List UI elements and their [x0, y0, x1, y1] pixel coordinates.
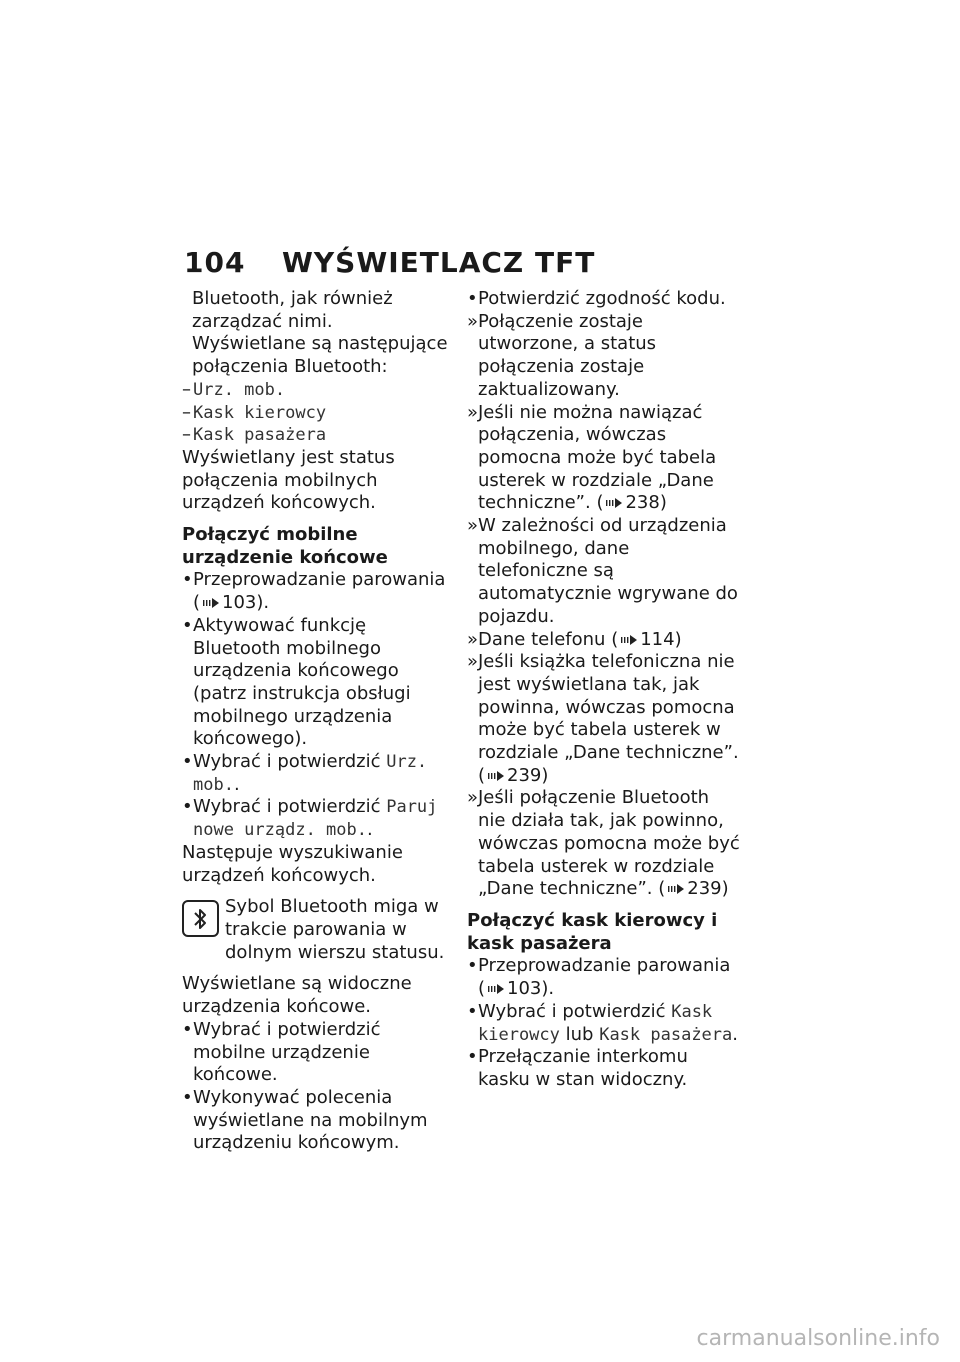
page-ref-arrow-icon: [487, 983, 505, 995]
right-column: [467, 288, 742, 1092]
bullet-item: • Potwierdzić zgodność kodu.: [467, 288, 726, 309]
result-item: » Dane telefonu ( 114): [467, 628, 682, 650]
dash-item: – Kask kierowcy: [182, 401, 327, 423]
dash-item: – Kask pasażera: [182, 424, 327, 446]
bullet-item: • Wybrać i potwierdzić Paruj nowe urządz. mob..: [182, 796, 438, 841]
page-ref-arrow-icon: [667, 883, 685, 895]
page-ref-arrow-icon: [605, 497, 623, 509]
section-heading-helmet: Połączyć kask kierowcy i kask pasażera: [467, 909, 718, 954]
intro-text: Bluetooth, jak również zarządzać nimi. Wyświetlane są następujące połączenia Bluetooth:: [192, 288, 448, 378]
result-item: » Jeśli nie można nawiązać połączenia, wówczas pomocna może być tabela usterek w rozdziale „Dane techniczne”. ( 238): [467, 401, 717, 514]
bullet-item: • Przeprowadzanie parowania ( 103).: [467, 955, 731, 1000]
page-number: 104: [184, 246, 246, 279]
bullet-item: • Wykonywać polecenia wyświetlane na mobilnym urządzeniu końcowym.: [182, 1086, 428, 1154]
left-column: [182, 288, 450, 1155]
result-item: » Jeśli połączenie Bluetooth nie działa tak, jak powinno, wówczas pomocna może być tabela usterek w rozdziale „Dane techniczne”. ( 239): [467, 787, 740, 900]
bullet-item: • Przeprowadzanie parowania ( 103).: [182, 569, 446, 614]
section-heading-mobile: Połączyć mobilne urządzenie końcowe: [182, 524, 388, 568]
bullet-item: • Wybrać i potwierdzić Kask kierowcy lub Kask pasażera.: [467, 1000, 738, 1045]
result-item: » Połączenie zostaje utworzone, a status połączenia zostaje zaktualizowany.: [467, 310, 657, 400]
bluetooth-note: Sybol Bluetooth miga w trakcie parowania w dolnym wierszu statusu.: [182, 896, 450, 964]
bluetooth-icon: [182, 900, 219, 937]
page-ref-arrow-icon: [202, 597, 220, 609]
page-header: [184, 246, 595, 279]
page-title: WYŚWIETLACZ TFT: [282, 246, 596, 279]
dash-item: – Urz. mob.: [182, 378, 286, 400]
result-item: » W zależności od urządzenia mobilnego, dane telefoniczne są automatycznie wgrywane do pojazdu.: [467, 515, 738, 627]
visible-note: Wyświetlane są widoczne urządzenia końcowe.: [182, 973, 412, 1018]
page-ref-arrow-icon: [620, 634, 638, 646]
watermark: carmanualsonline.info: [696, 1326, 940, 1351]
search-note: Następuje wyszukiwanie urządzeń końcowych.: [182, 841, 403, 886]
page-ref-arrow-icon: [487, 770, 505, 782]
bullet-item: • Przełączanie interkomu kasku w stan widoczny.: [467, 1046, 688, 1090]
status-note: Wyświetlany jest status połączenia mobilnych urządzeń końcowych.: [182, 446, 395, 514]
bullet-item: • Wybrać i potwierdzić mobilne urządzenie końcowe.: [182, 1018, 381, 1086]
bullet-item: • Aktywować funkcję Bluetooth mobilnego urządzenia końcowego (patrz instrukcja obsługi mobilnego urządzenia końcowego).: [182, 614, 411, 750]
bullet-item: • Wybrać i potwierdzić Urz. mob..: [182, 751, 428, 795]
result-item: » Jeśli książka telefoniczna nie jest wyświetlana tak, jak powinna, wówczas pomocna może być tabela usterek w rozdziale „Dane techniczne”. ( 239): [467, 651, 739, 786]
